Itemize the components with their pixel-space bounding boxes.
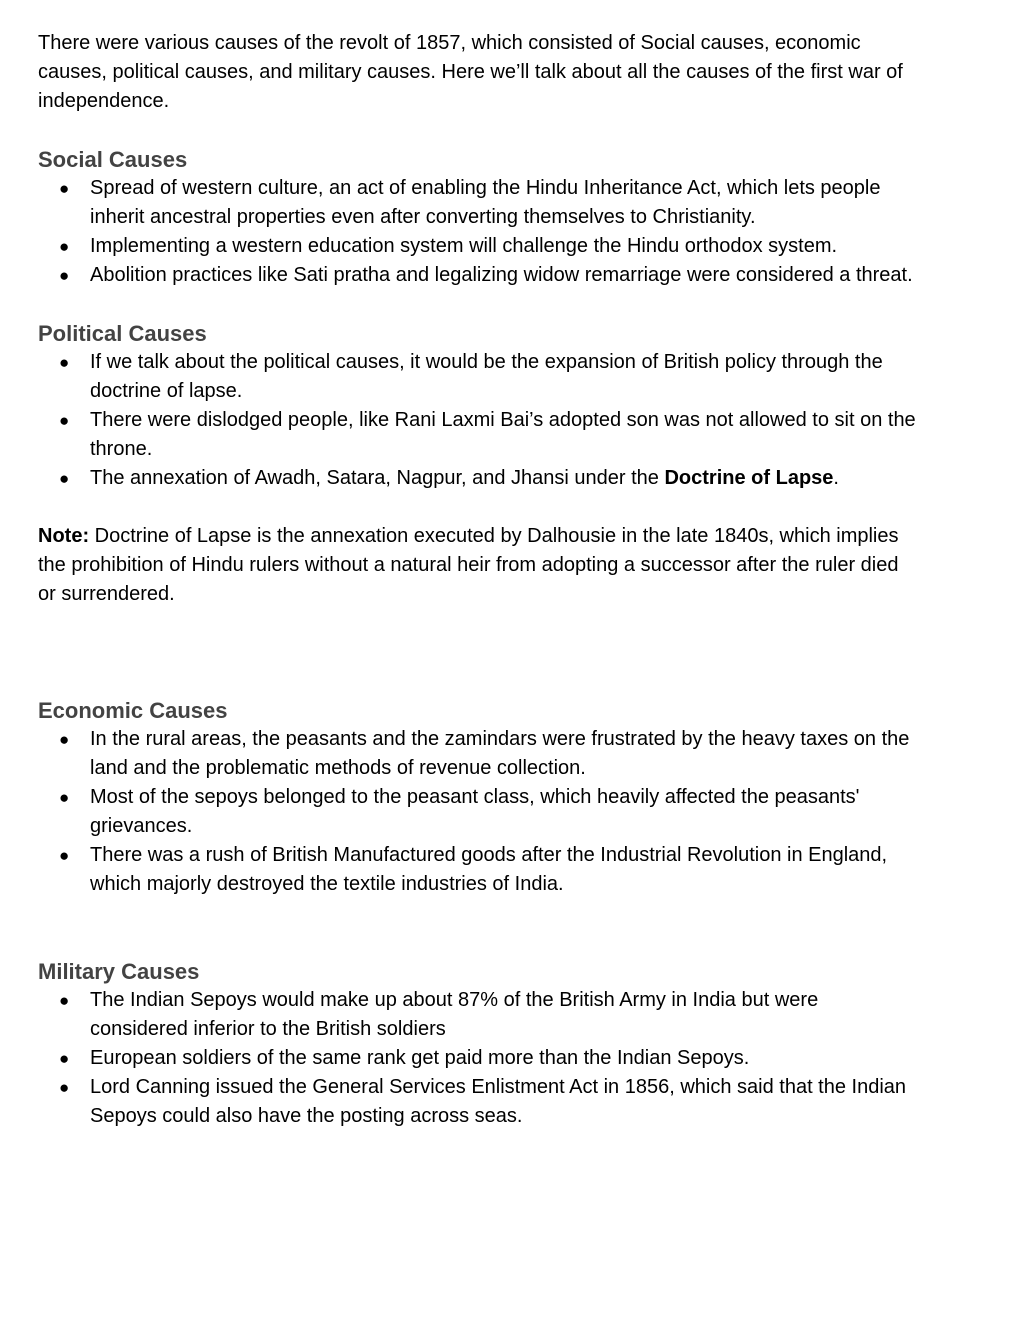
doctrine-of-lapse-term: Doctrine of Lapse — [664, 467, 834, 489]
list-item-text: The Indian Sepoys would make up about 87% of the British Army in India but were considered inferior to the British soldiers — [90, 989, 819, 1040]
list-item — [38, 406, 918, 464]
bullet-icon: ● — [59, 730, 70, 749]
note-paragraph — [38, 522, 918, 609]
bullet-icon: ● — [59, 1049, 70, 1068]
list-item — [38, 1044, 918, 1073]
bullet-icon: ● — [59, 469, 70, 488]
list-item-text: Abolition practices like Sati pratha and legalizing widow remarriage were considered a threat. — [90, 264, 913, 286]
list-item — [38, 841, 918, 899]
bullet-icon: ● — [59, 1078, 70, 1097]
list-item-text: There were dislodged people, like Rani Laxmi Bai’s adopted son was not allowed to sit on the throne. — [90, 409, 916, 460]
list-item — [38, 464, 918, 493]
list-item-text-suffix: . — [833, 467, 839, 489]
list-item — [38, 725, 918, 783]
bullet-icon: ● — [59, 266, 70, 285]
bullet-icon: ● — [59, 991, 70, 1010]
bullet-icon: ● — [59, 353, 70, 372]
list-item — [38, 348, 918, 406]
list-item-text-prefix: The annexation of Awadh, Satara, Nagpur, and Jhansi under the — [90, 467, 665, 489]
list-item-text: In the rural areas, the peasants and the zamindars were frustrated by the heavy taxes on the land and the problematic methods of revenue collection. — [90, 728, 910, 779]
bullet-icon: ● — [59, 179, 70, 198]
political-causes-list — [38, 348, 918, 493]
intro-paragraph: There were various causes of the revolt of 1857, which consisted of Social causes, economic causes, political causes, and military causes. Here we’ll talk about all the causes of the first war of independence. — [38, 32, 903, 112]
list-item-text: Spread of western culture, an act of enabling the Hindu Inheritance Act, which lets people inherit ancestral properties even after converting themselves to Christianity. — [90, 177, 881, 228]
bullet-icon: ● — [59, 411, 70, 430]
political-causes-heading: Political Causes — [38, 321, 207, 346]
economic-causes-list — [38, 725, 918, 899]
list-item-text: Implementing a western education system will challenge the Hindu orthodox system. — [90, 235, 838, 257]
social-causes-heading: Social Causes — [38, 147, 188, 172]
economic-causes-heading: Economic Causes — [38, 698, 228, 723]
list-item-text: If we talk about the political causes, it would be the expansion of British policy through the doctrine of lapse. — [90, 351, 883, 402]
list-item — [38, 174, 918, 232]
note-label: Note: — [38, 525, 90, 547]
military-causes-list — [38, 986, 918, 1131]
bullet-icon: ● — [59, 788, 70, 807]
list-item-text: Lord Canning issued the General Services Enlistment Act in 1856, which said that the Indian Sepoys could also have the posting across seas. — [90, 1076, 907, 1127]
list-item — [38, 986, 918, 1044]
list-item-text: European soldiers of the same rank get paid more than the Indian Sepoys. — [90, 1047, 750, 1069]
bullet-icon: ● — [59, 237, 70, 256]
list-item — [38, 783, 918, 841]
list-item — [38, 232, 918, 261]
bullet-icon: ● — [59, 846, 70, 865]
list-item — [38, 261, 918, 290]
list-item-text: Most of the sepoys belonged to the peasant class, which heavily affected the peasants' grievances. — [90, 786, 860, 837]
social-causes-list — [38, 174, 918, 290]
list-item — [38, 1073, 918, 1131]
military-causes-heading: Military Causes — [38, 959, 200, 984]
list-item-text: There was a rush of British Manufactured goods after the Industrial Revolution in England, which majorly destroyed the textile industries of India. — [90, 844, 888, 895]
note-text: Doctrine of Lapse is the annexation executed by Dalhousie in the late 1840s, which implies the prohibition of Hindu rulers without a natural heir from adopting a successor after the ruler died or surrendered. — [38, 525, 899, 605]
document-page — [38, 29, 918, 1131]
